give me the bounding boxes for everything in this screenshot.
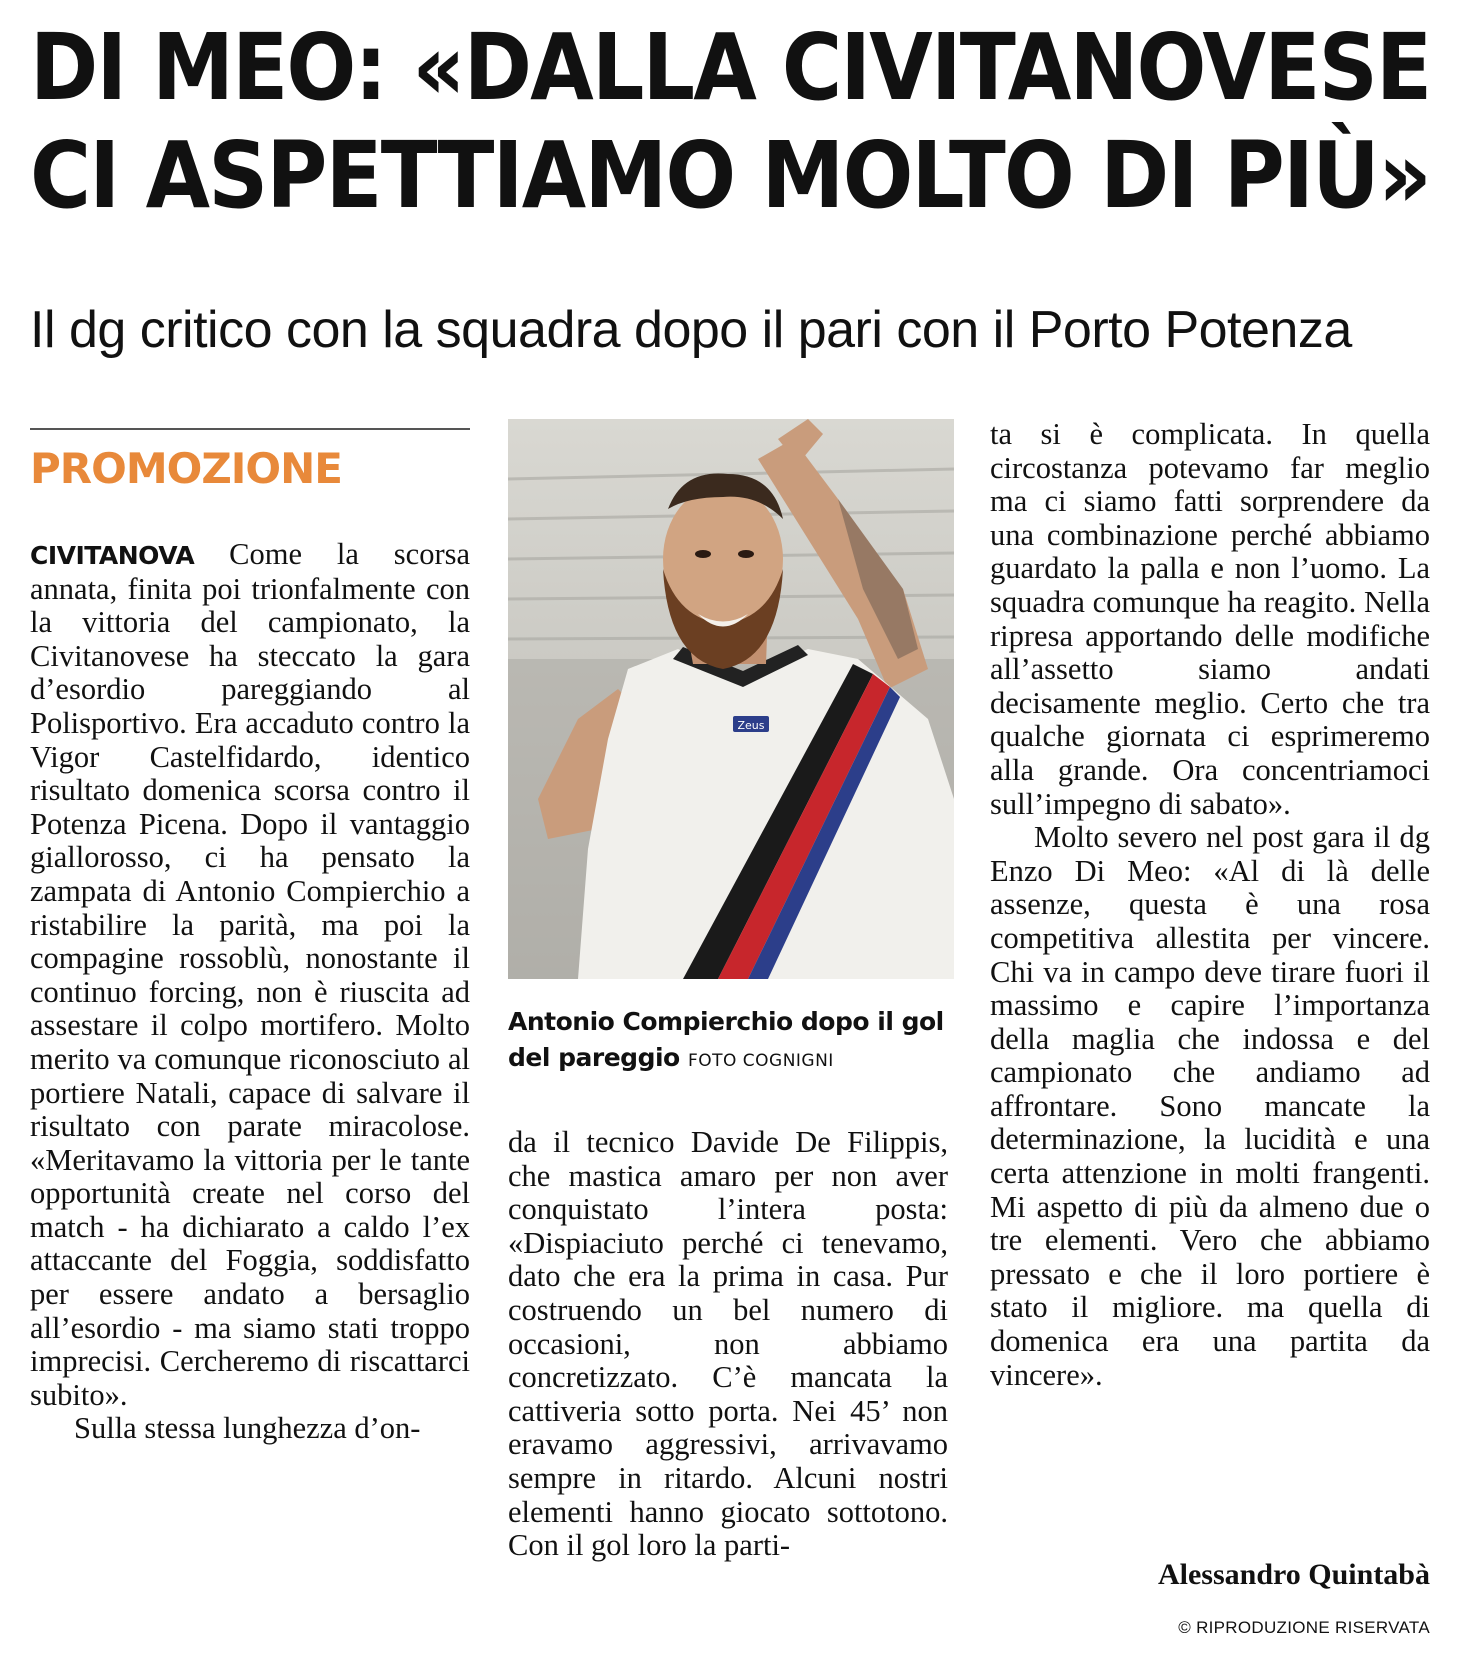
headline-line-1: DI MEO: «DALLA CIVITANOVESE bbox=[30, 14, 1431, 121]
article-column-1 bbox=[30, 538, 470, 1446]
article-column-2 bbox=[508, 1126, 948, 1563]
headline-line-2: CI ASPETTIAMO MOLTO DI PIÙ» bbox=[30, 122, 1430, 229]
article-photo bbox=[508, 419, 954, 979]
headline bbox=[30, 14, 1440, 230]
paragraph-text: Come la scorsa annata, finita poi trionfalmente con la vittoria del campionato, la Civitanovese ha steccato la gara d’esordio pareggiando al Polisportivo. Era accaduto contro la Vigor Castelfidardo, identico risultato domenica scorsa contro il Potenza Picena. Dopo il vantaggio giallorosso, ci ha pensato la zampata di Antonio Compierchio a ristabilire la parità, ma poi la compagine rossoblù, nonostante il continuo forcing, non è riuscita ad assestare il colpo mortifero. Molto merito va comunque riconosciuto al portiere Natali, capace di salvare il risultato con parate miracolose. «Meritavamo la vittoria per le tante opportunità create nel corso del match - ha dichiarato a caldo l’ex attaccante del Foggia, soddisfatto per essere andato a bersaglio all’esordio - ma siamo stati troppo imprecisi. Cercheremo di riscattarci subito». bbox=[30, 537, 471, 1412]
player-photo bbox=[508, 419, 954, 979]
section-label: PROMOZIONE bbox=[30, 444, 342, 493]
photo-caption bbox=[508, 1004, 948, 1079]
jersey-logo: Zeus bbox=[737, 719, 765, 732]
paragraph: da il tecnico Davide De Filippis, che mastica amaro per non aver conquistato l’intera posta: «Dispiaciuto perché ci tenevamo, dato che era la prima in casa. Pur costruendo un bel numero di occasioni, non abbiamo concretizzato. C’è mancata la cattiveria sotto porta. Nei 45’ non eravamo aggressivi, arrivavamo sempre in ritardo. Alcuni nostri elementi hanno giocato sottotono. Con il gol loro la parti- bbox=[508, 1125, 948, 1563]
paragraph: Sulla stessa lunghezza d’on- bbox=[74, 1411, 421, 1446]
paragraph: ta si è complicata. In quella circostanza potevamo far meglio ma ci siamo fatti sorprendere da una combinazione perché abbiamo guardato la palla e non l’uomo. La squadra comunque ha reagito. Nella ripresa apportando delle modifiche all’assetto siamo andati decisamente meglio. Certo che tra qualche giornata ci esprimeremo alla grande. Ora concentriamoci sull’impegno di sabato». bbox=[990, 417, 1430, 821]
article-column-3 bbox=[990, 418, 1430, 1392]
dateline: CIVITANOVA bbox=[30, 541, 195, 570]
photo-credit: FOTO COGNIGNI bbox=[687, 1051, 834, 1071]
subheadline: Il dg critico con la squadra dopo il pari con il Porto Potenza bbox=[30, 301, 1352, 359]
paragraph bbox=[30, 538, 470, 1412]
copyright-notice: © RIPRODUZIONE RISERVATA bbox=[1178, 1618, 1430, 1637]
section-divider bbox=[30, 428, 470, 430]
caption-text: Antonio Compierchio dopo il gol del pareggio bbox=[508, 1007, 944, 1072]
byline: Alessandro Quintabà bbox=[1157, 1558, 1430, 1591]
paragraph: Molto severo nel post gara il dg Enzo Di Meo: «Al di là delle assenze, questa è una rosa competitiva allestita per vincere. Chi va in campo deve tirare fuori il massimo e capire l’importanza della maglia che indossa e del campionato che andiamo ad affrontare. Sono mancate la determinazione, la lucidità e una certa attenzione in molti frangenti. Mi aspetto di più da almeno due o tre elementi. Vero che abbiamo pressato e che il loro portiere è stato il migliore. ma quella di domenica era una partita da vincere». bbox=[990, 820, 1430, 1392]
